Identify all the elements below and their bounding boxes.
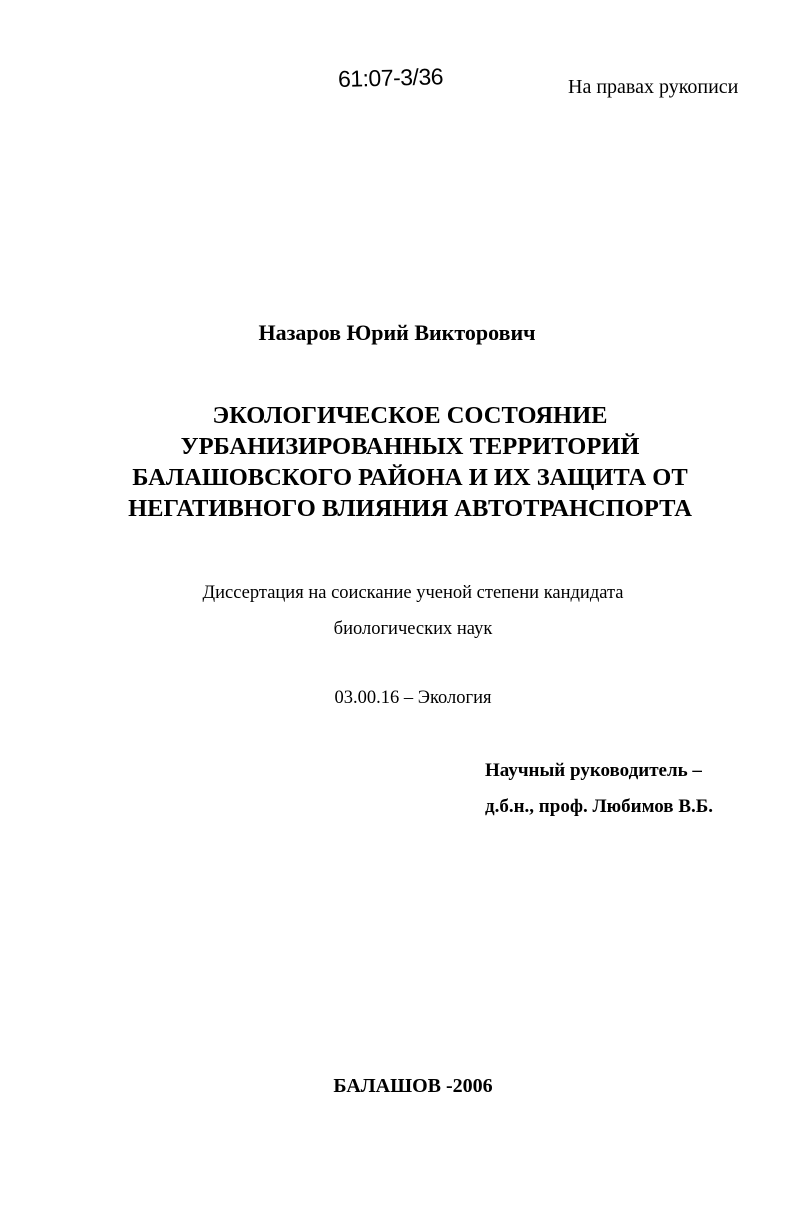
title-line: НЕГАТИВНОГО ВЛИЯНИЯ АВТОТРАНСПОРТА — [128, 495, 692, 522]
title-line: ЭКОЛОГИЧЕСКОЕ СОСТОЯНИЕ — [212, 402, 608, 429]
supervisor-label: Научный руководитель – — [485, 760, 702, 781]
archive-stamp: 61:07-3/36 — [337, 63, 444, 92]
thesis-title — [0, 400, 794, 524]
degree-line-2: биологических наук — [333, 619, 493, 639]
specialty-code: 03.00.16 – Экология — [334, 688, 492, 708]
city-year: БАЛАШОВ -2006 — [333, 1075, 493, 1097]
author-name: Назаров Юрий Викторович — [258, 320, 536, 345]
supervisor-name: д.б.н., проф. Любимов В.Б. — [485, 796, 714, 817]
degree-line-1: Диссертация на соискание ученой степени кандидата — [202, 583, 624, 603]
title-line: БАЛАШОВСКОГО РАЙОНА И ИХ ЗАЩИТА ОТ — [132, 464, 688, 491]
rights-note: На правах рукописи — [568, 76, 739, 98]
title-line: УРБАНИЗИРОВАННЫХ ТЕРРИТОРИЙ — [180, 433, 640, 460]
